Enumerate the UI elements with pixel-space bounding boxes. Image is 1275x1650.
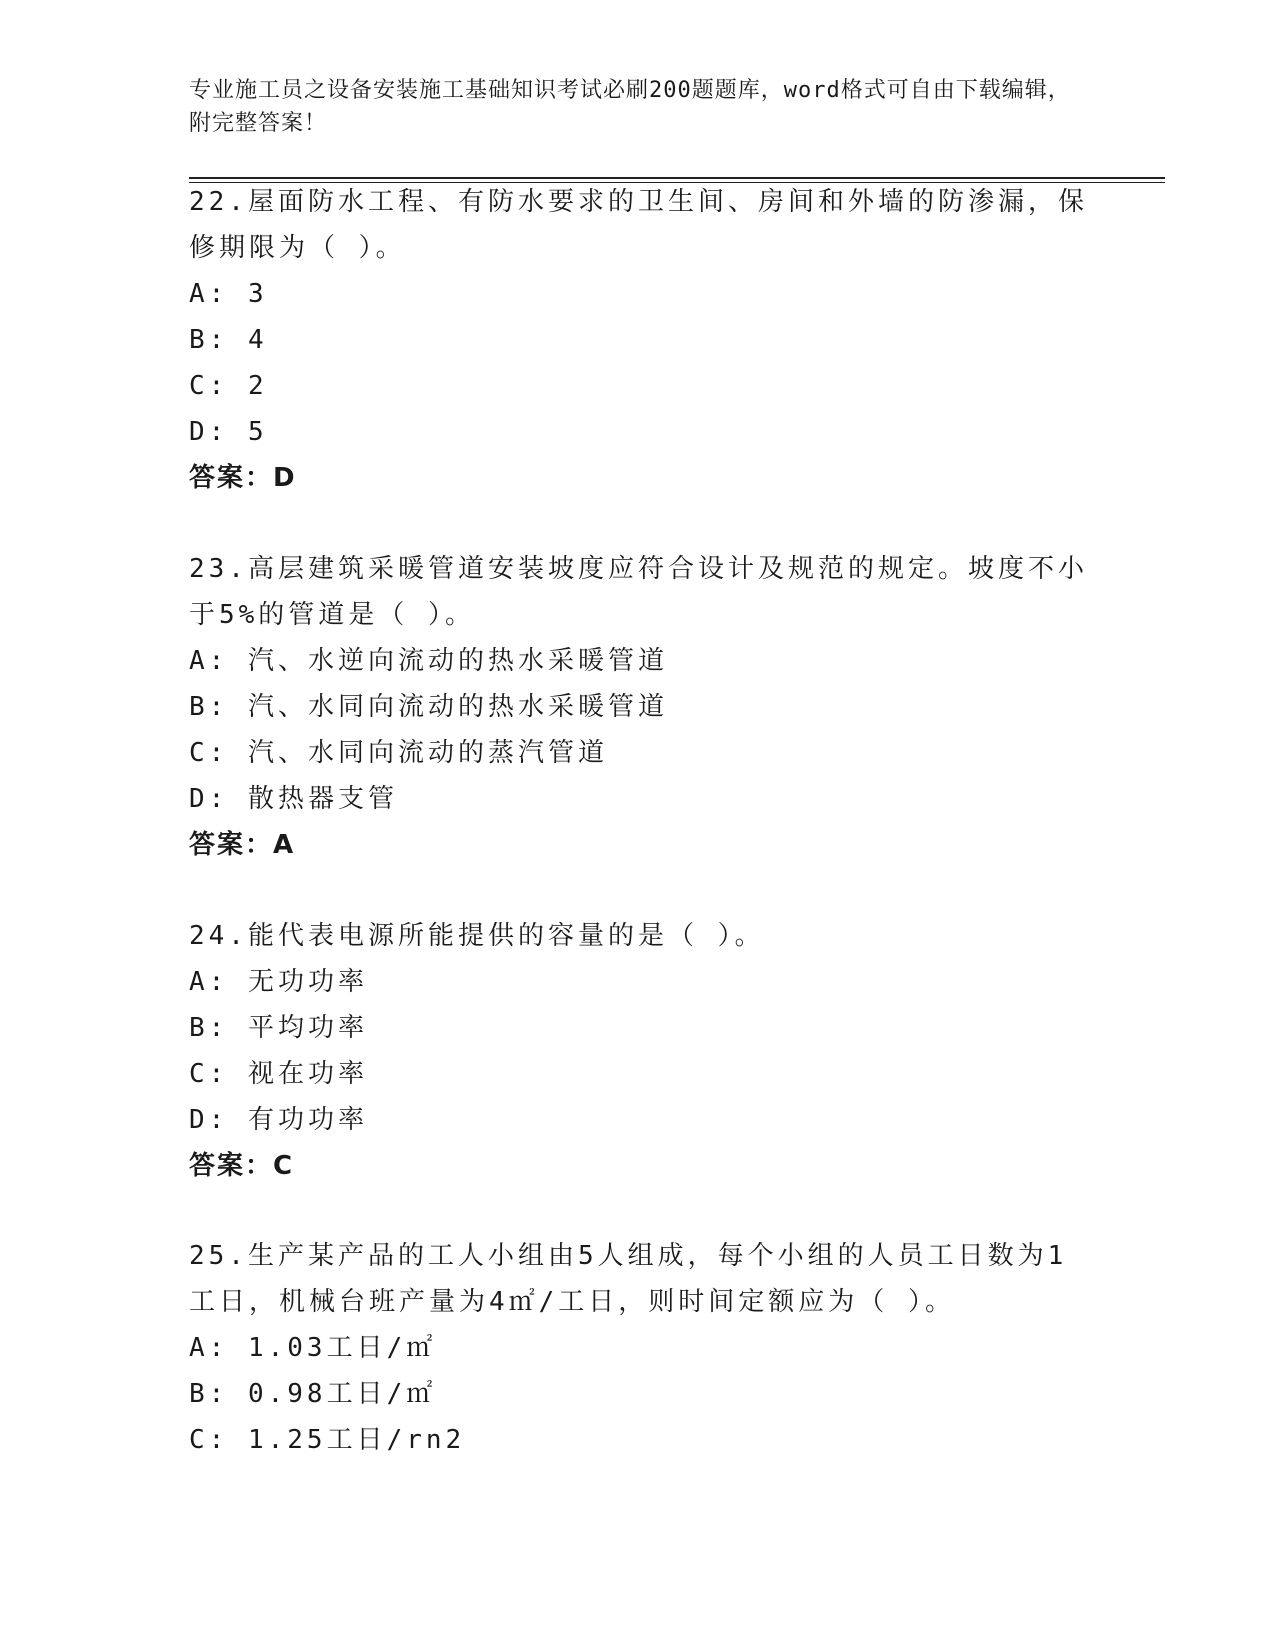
question-stem: 25.生产某产品的工人小组由5人组成，每个小组的人员工日数为1工日，机械台班产量为4㎡/工日，则时间定额应为（ ）。: [189, 1241, 1068, 1317]
option-b: B: 汽、水同向流动的热水采暖管道: [189, 692, 668, 722]
answer-label: 答案：C: [189, 1151, 295, 1181]
option-a: A: 1.03工日/㎡: [189, 1333, 437, 1363]
question-25: [189, 1233, 1089, 1463]
question-stem: 22.屋面防水工程、有防水要求的卫生间、房间和外墙的防渗漏，保修期限为（ ）。: [189, 187, 1088, 263]
option-b: B: 0.98工日/㎡: [189, 1379, 437, 1409]
option-c: C: 汽、水同向流动的蒸汽管道: [189, 738, 608, 768]
option-c: C: 2: [189, 371, 268, 401]
option-d: D: 有功功率: [189, 1105, 368, 1135]
option-b: B: 4: [189, 325, 268, 355]
option-a: A: 无功功率: [189, 967, 368, 997]
option-b: B: 平均功率: [189, 1013, 368, 1043]
question-stem: 24.能代表电源所能提供的容量的是（ ）。: [189, 921, 765, 951]
question-23: [189, 546, 1089, 868]
option-a: A: 3: [189, 279, 268, 309]
option-c: C: 1.25工日/rn2: [189, 1425, 466, 1455]
option-d: D: 5: [189, 417, 268, 447]
answer-label: 答案：A: [189, 830, 296, 860]
question-stem: 23.高层建筑采暖管道安装坡度应符合设计及规范的规定。坡度不小于5%的管道是（ ）。: [189, 554, 1088, 630]
option-d: D: 散热器支管: [189, 784, 398, 814]
option-a: A: 汽、水逆向流动的热水采暖管道: [189, 646, 668, 676]
option-c: C: 视在功率: [189, 1059, 368, 1089]
question-24: [189, 913, 1089, 1189]
document-header: 专业施工员之设备安装施工基础知识考试必刷200题题库，word格式可自由下载编辑，附完整答案！: [189, 78, 1071, 136]
question-22: [189, 179, 1089, 501]
answer-label: 答案：D: [189, 463, 297, 493]
